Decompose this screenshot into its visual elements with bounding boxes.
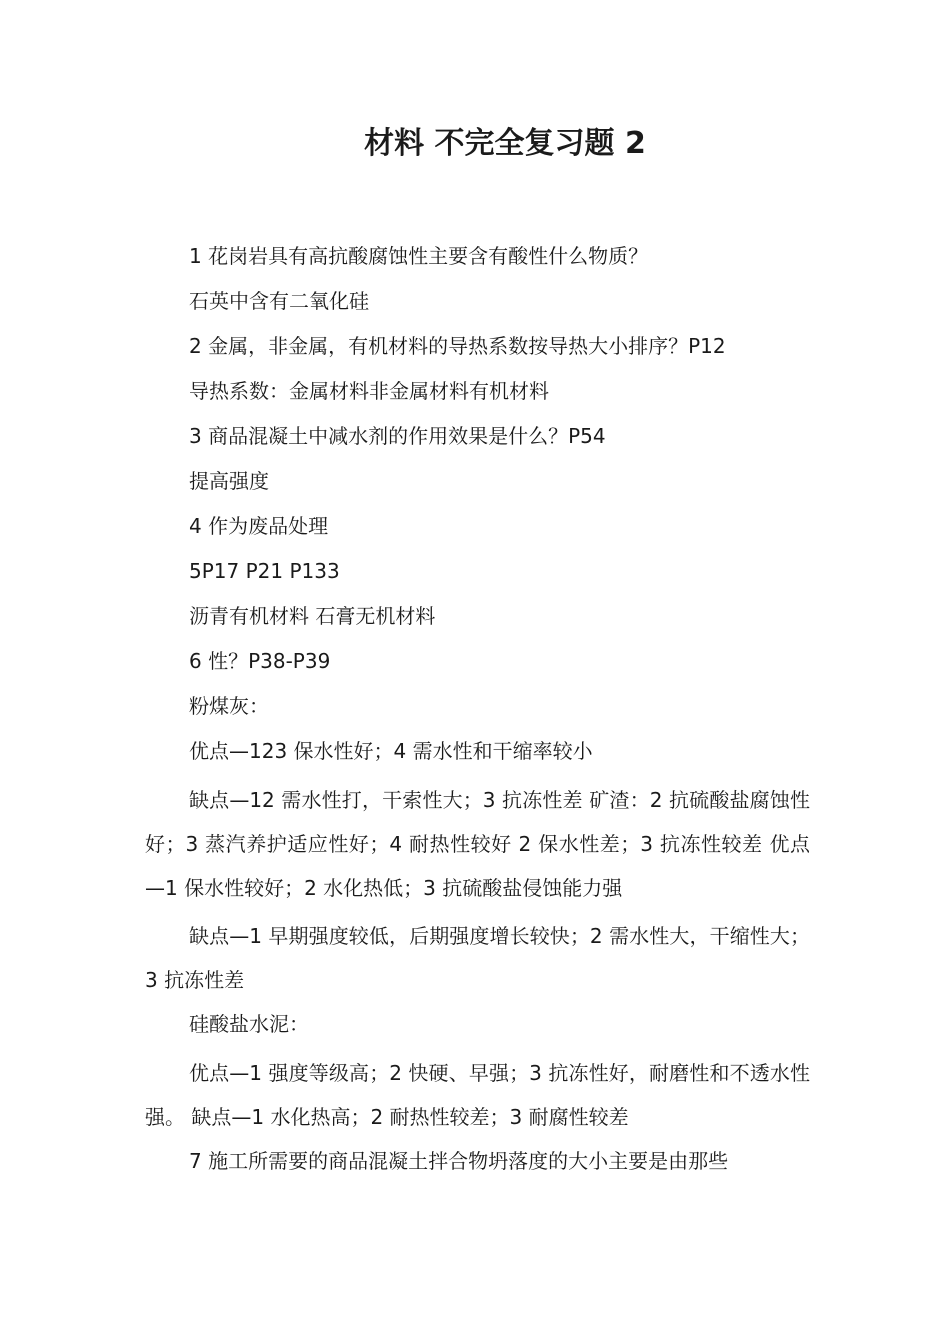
paragraph-slag-cons: 缺点—1 早期强度较低，后期强度增长较快；2 需水性大，干缩性大；3 抗冻性差 (145, 924, 810, 992)
paragraph-silicate-cement: 硅酸盐水泥： (189, 1012, 309, 1036)
paragraph-q7: 7 施工所需要的商品混凝土拌合物坍落度的大小主要是由那些 (189, 1149, 729, 1173)
paragraph-silicate-pros-cons: 优点—1 强度等级高；2 快硬、早强；3 抗冻性好，耐磨性和不透水性强。 缺点—1 水化热高；2 耐热性较差；3 耐腐性较差 (145, 1061, 810, 1129)
paragraph-q3: 3 商品混凝土中减水剂的作用效果是什么？P54 (189, 424, 606, 448)
paragraph-q2: 2 金属，非金属，有机材料的导热系数按导热大小排序？P12 (189, 334, 726, 358)
paragraph-q5: 5P17 P21 P133 (189, 559, 340, 583)
paragraph-a1: 石英中含有二氧化硅 (189, 289, 369, 313)
paragraph-a5: 沥青有机材料 石膏无机材料 (189, 604, 436, 628)
paragraph-q4: 4 作为废品处理 (189, 514, 329, 538)
paragraph-a3: 提高强度 (189, 469, 269, 493)
paragraph-q1: 1 花岗岩具有高抗酸腐蚀性主要含有酸性什么物质？ (189, 244, 649, 268)
paragraph-fly-ash-pros: 优点—123 保水性好；4 需水性和干缩率较小 (189, 739, 593, 763)
paragraph-fly-ash: 粉煤灰： (189, 694, 269, 718)
paragraph-q6: 6 性？P38-P39 (189, 649, 331, 673)
paragraph-fly-ash-cons: 缺点—12 需水性打，干索性大；3 抗冻性差 矿渣：2 抗硫酸盐腐蚀性好；3 蒸汽养护适应性好；4 耐热性较好 2 保水性差；3 抗冻性较差 优点—1 保水性较好；2 水化热低；3 抗硫酸盐侵蚀能力强 (145, 788, 810, 900)
page-title: 材料 不完全复习题 2 (364, 126, 646, 161)
paragraph-a2: 导热系数：金属材料非金属材料有机材料 (189, 379, 549, 403)
document-body (145, 234, 810, 1184)
